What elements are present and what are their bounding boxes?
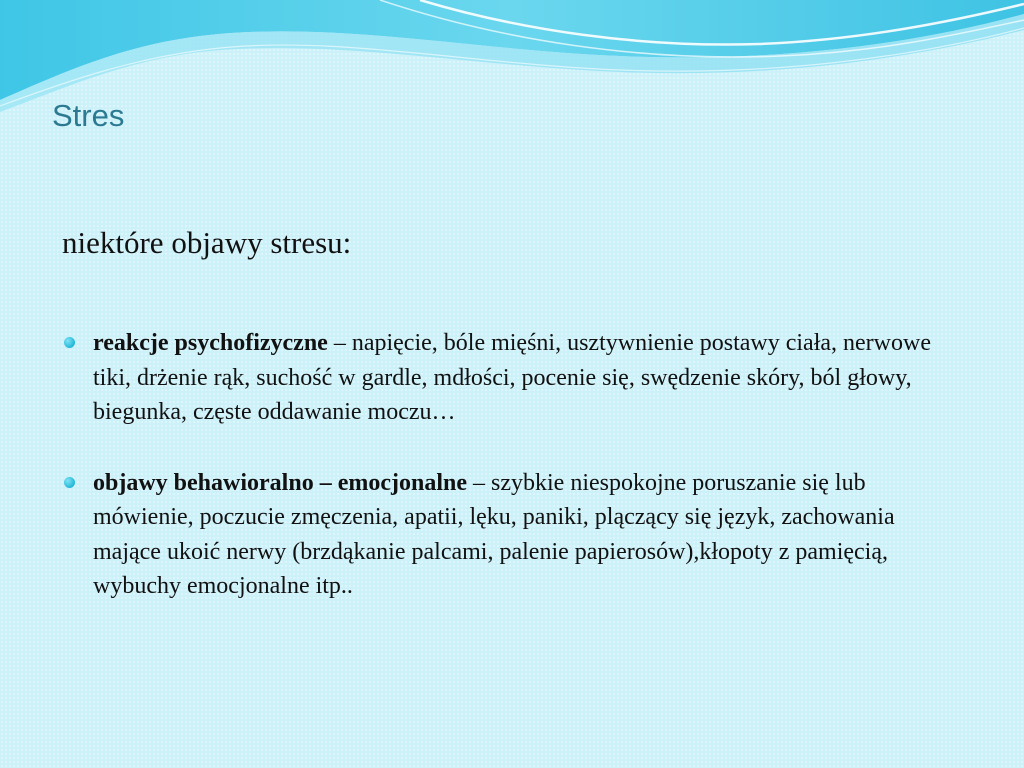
bullet-item-behavioral bbox=[62, 466, 962, 604]
bullet-term: reakcje psychofizyczne bbox=[93, 330, 328, 356]
bullet-term: objawy behawioralno – emocjonalne bbox=[93, 469, 467, 496]
slide-subtitle: niektóre objawy stresu: bbox=[62, 225, 352, 260]
bullet-text: – szybkie niespokojne poruszanie się lub mówienie, poczucie zmęczenia, apatii, lęku, paniki, plączący się język, zachowania mające ukoić nerwy (brzdąkanie palcami, palenie papierosów),kłopoty z pamięcią, wybuchy emocjonalne itp.. bbox=[93, 469, 895, 599]
bullet-dot-icon bbox=[64, 477, 75, 488]
bullet-dot-icon bbox=[64, 337, 75, 348]
slide-title: Stres bbox=[52, 98, 125, 133]
bullet-item-psychophysical bbox=[62, 326, 962, 430]
wave-decoration bbox=[0, 0, 1024, 120]
bullet-list bbox=[62, 326, 962, 640]
bullet-text: – napięcie, bóle mięśni, usztywnienie postawy ciała, nerwowe tiki, drżenie rąk, suchość w gardle, mdłości, pocenie się, swędzenie skóry, ból głowy, biegunka, częste oddawanie moczu… bbox=[93, 330, 931, 425]
